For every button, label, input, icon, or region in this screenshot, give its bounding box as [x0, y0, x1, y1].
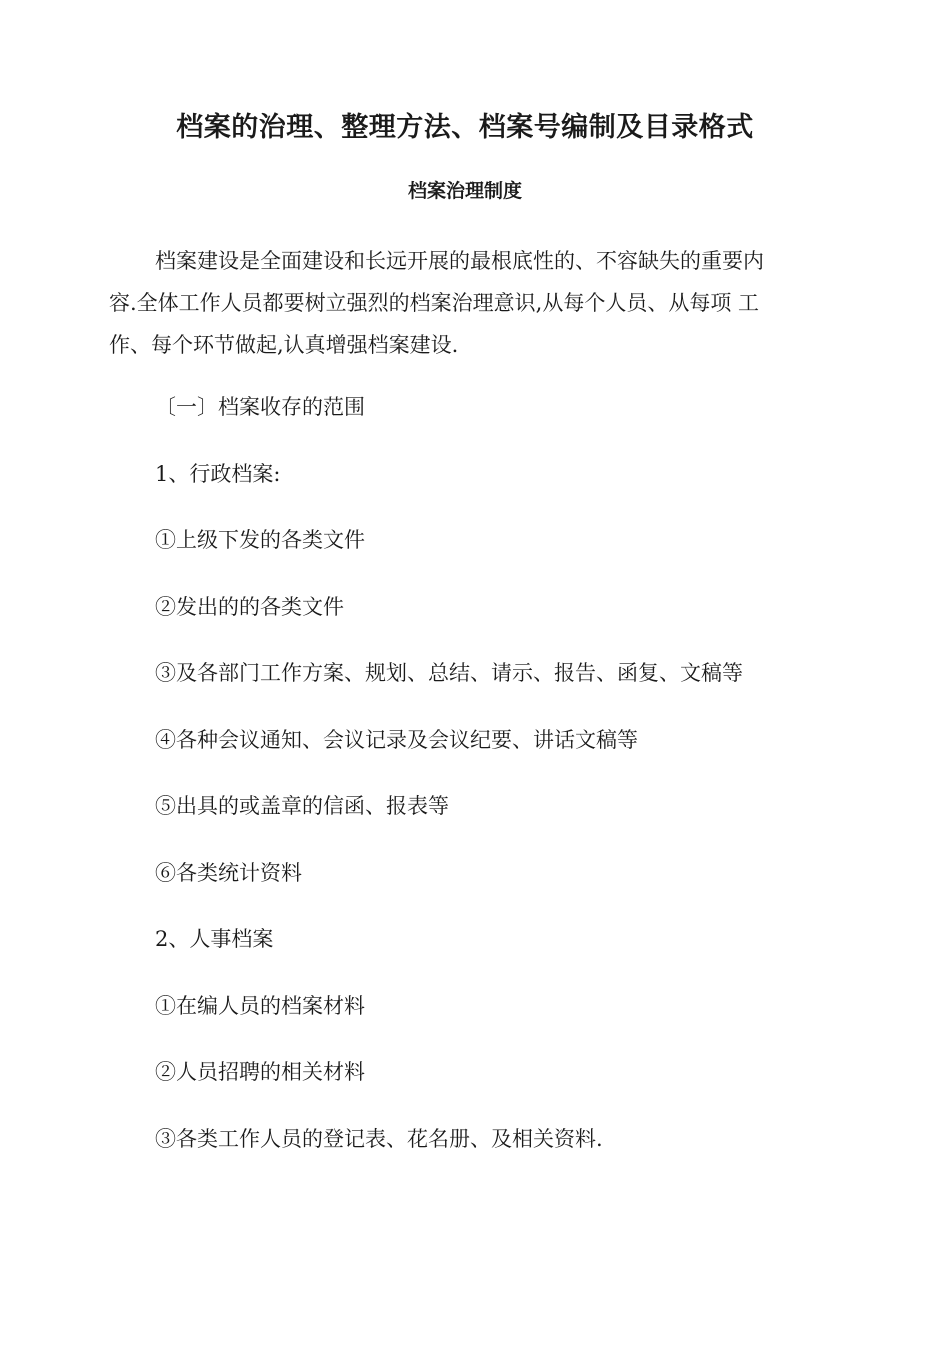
intro-paragraph — [109, 240, 821, 366]
list-item: ③各类工作人员的登记表、花名册、及相关资料. — [155, 1127, 603, 1151]
document-subtitle: 档案治理制度 — [407, 180, 522, 202]
list-item: ①上级下发的各类文件 — [155, 528, 365, 552]
intro-line: 档案建设是全面建设和长远开展的最根底性的、不容缺失的重要内 — [155, 249, 764, 273]
category-heading-personnel: 2、人事档案 — [155, 927, 274, 951]
document-title: 档案的治理、整理方法、档案号编制及目录格式 — [176, 112, 754, 143]
list-item: ⑥各类统计资料 — [155, 861, 302, 885]
category-heading-administrative: 1、行政档案: — [155, 462, 281, 486]
list-item: ②人员招聘的相关材料 — [155, 1060, 365, 1084]
list-item: ②发出的的各类文件 — [155, 595, 344, 619]
list-item: ⑤出具的或盖章的信函、报表等 — [155, 794, 449, 818]
list-item: ③及各部门工作方案、规划、总结、请示、报告、函复、文稿等 — [155, 661, 743, 685]
list-item: ④各种会议通知、会议记录及会议纪要、讲话文稿等 — [155, 728, 638, 752]
list-item: ①在编人员的档案材料 — [155, 994, 365, 1018]
intro-line: 容.全体工作人员都要树立强烈的档案治理意识,从每个人员、从每项 工 — [109, 291, 760, 315]
intro-line: 作、每个环节做起,认真增强档案建设. — [109, 333, 459, 357]
section-heading-scope: 〔一〕档案收存的范围 — [155, 395, 365, 419]
